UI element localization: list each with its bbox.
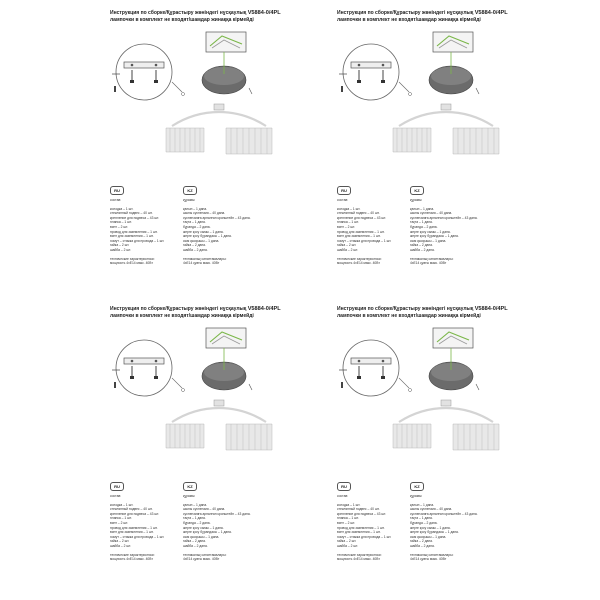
- spec-item: планка – 1 шт.: [110, 516, 132, 521]
- spec-item: тақта – 1 дана.: [410, 220, 433, 225]
- spec-heading: құрамы:: [183, 494, 196, 498]
- spec-item: винт для заземления – 1 шт.: [110, 234, 154, 239]
- spec-item: суспензияға арналған кронштейн – 43 дана.: [410, 215, 478, 220]
- tech-heading: техникалық сипаттамалары:: [410, 552, 454, 557]
- spec-list-kz: [410, 494, 495, 562]
- panel-subtitle: лампочки в комплект не входят/шамдар жинаққа кірмейді: [110, 17, 254, 23]
- spec-item: планка – 1 шт.: [337, 516, 359, 521]
- spec-item: гайка – 2 шт.: [110, 243, 130, 248]
- spec-item: қалып – 1 дана.: [410, 502, 435, 507]
- spec-item: жерге қосу сымы – 1 дана.: [410, 229, 451, 234]
- spec-heading: состав:: [337, 494, 349, 498]
- spec-heading: состав:: [110, 198, 122, 202]
- spec-item: шайба – 2 шт.: [337, 247, 359, 252]
- spec-item: шайба – 2 шт.: [337, 543, 359, 548]
- spec-item: гайка – 2 дана.: [410, 539, 433, 544]
- spec-heading: құрамы:: [410, 494, 423, 498]
- model-number: V5884-0/4PL: [247, 306, 281, 312]
- wiring-canopy-diagram: [421, 324, 483, 396]
- spec-item: суспензияға арналған кронштейн – 43 дана.: [410, 511, 478, 516]
- spec-item: жерге қосу сымы – 1 дана.: [410, 525, 451, 530]
- spec-item: винт – 2 шт.: [337, 520, 356, 525]
- spec-heading: состав:: [337, 198, 349, 202]
- spec-item: жерге қосу бұрандасы – 1 дана.: [410, 234, 459, 239]
- spec-item: жерге қосу бұрандасы – 1 дана.: [410, 530, 459, 535]
- spec-item: сым қысқышы – 1 дана.: [183, 238, 220, 243]
- language-badge-kz: KZ: [183, 186, 197, 195]
- spec-item: хомут – стяжка для провода – 1 шт.: [337, 238, 392, 243]
- spec-item: винт для заземления – 1 шт.: [110, 530, 154, 535]
- spec-list-kz: [183, 494, 268, 562]
- spec-item: шыны суспензия – 40 дана.: [410, 211, 453, 216]
- spec-item: колодка – 1 шт.: [337, 206, 361, 211]
- spec-item: шайба – 2 дана.: [410, 543, 435, 548]
- spec-item: провод для заземления – 1 шт.: [110, 229, 158, 234]
- language-badge-kz: KZ: [410, 186, 424, 195]
- panel-subtitle: лампочки в комплект не входят/шамдар жинаққа кірмейді: [110, 313, 254, 319]
- spec-item: винт для заземления – 1 шт.: [337, 530, 381, 535]
- spec-item: бұранда – 2 дана.: [183, 520, 211, 525]
- spec-item: хомут – стяжка для провода – 1 шт.: [337, 534, 392, 539]
- panel-subtitle: лампочки в комплект не входят/шамдар жинаққа кірмейді: [337, 313, 481, 319]
- spec-item: винт – 2 шт.: [337, 224, 356, 229]
- tech-heading: техникалық сипаттамалары:: [183, 552, 227, 557]
- spec-item: сым қысқышы – 1 дана.: [183, 534, 220, 539]
- tech-value: 4xE14 қуаты макс. 40Вт: [410, 557, 447, 562]
- tech-heading: технические характеристики:: [110, 256, 155, 261]
- spec-item: қалып – 1 дана.: [183, 206, 208, 211]
- wiring-canopy-diagram: [194, 324, 256, 396]
- spec-item: жерге қосу бұрандасы – 1 дана.: [183, 234, 232, 239]
- spec-item: шайба – 2 дана.: [410, 247, 435, 252]
- spec-item: жерге қосу сымы – 1 дана.: [183, 229, 224, 234]
- language-badge-ru: RU: [110, 186, 124, 195]
- spec-item: суспензияға арналған кронштейн – 43 дана.: [183, 511, 251, 516]
- spec-list-ru: [110, 198, 190, 266]
- spec-item: суспензияға арналған кронштейн – 43 дана.: [183, 215, 251, 220]
- tech-heading: технические характеристики:: [337, 256, 382, 261]
- spec-item: гайка – 2 дана.: [183, 539, 206, 544]
- language-badge-ru: RU: [110, 482, 124, 491]
- tech-heading: технические характеристики:: [337, 552, 382, 557]
- instruction-panel: [315, 306, 565, 576]
- spec-item: бұранда – 2 дана.: [183, 224, 211, 229]
- spec-item: провод для заземления – 1 шт.: [337, 525, 385, 530]
- spec-item: колодка – 1 шт.: [110, 206, 134, 211]
- spec-heading: құрамы:: [183, 198, 196, 202]
- tech-value: 4xE14 қуаты макс. 40Вт: [183, 557, 220, 562]
- spec-item: провод для заземления – 1 шт.: [337, 229, 385, 234]
- language-badge-ru: RU: [337, 186, 351, 195]
- panel-title: Инструкция по сборке/Құрастыру жөніндегі нұсқаулық V5884-0/4PL: [110, 10, 281, 16]
- chandelier-illustration: [164, 398, 274, 463]
- language-badge-ru: RU: [337, 482, 351, 491]
- spec-list-ru: [110, 494, 190, 562]
- spec-item: сым қысқышы – 1 дана.: [410, 534, 447, 539]
- spec-item: шыны суспензия – 40 дана.: [183, 211, 226, 216]
- spec-item: бұранда – 2 дана.: [410, 224, 438, 229]
- wiring-canopy-diagram: [421, 28, 483, 100]
- tech-heading: техникалық сипаттамалары:: [410, 256, 454, 261]
- spec-item: шайба – 2 дана.: [183, 543, 208, 548]
- panel-subtitle: лампочки в комплект не входят/шамдар жинаққа кірмейді: [337, 17, 481, 23]
- language-badge-kz: KZ: [410, 482, 424, 491]
- spec-item: тақта – 1 дана.: [410, 516, 433, 521]
- tech-heading: технические характеристики:: [110, 552, 155, 557]
- spec-item: крепление для подвеса – 43 шт.: [337, 511, 387, 516]
- spec-item: жерге қосу бұрандасы – 1 дана.: [183, 530, 232, 535]
- spec-list-ru: [337, 198, 417, 266]
- spec-item: провод для заземления – 1 шт.: [110, 525, 158, 530]
- spec-item: планка – 1 шт.: [337, 220, 359, 225]
- spec-item: шайба – 2 дана.: [183, 247, 208, 252]
- spec-item: шайба – 2 шт.: [110, 247, 132, 252]
- spec-item: гайка – 2 шт.: [337, 243, 357, 248]
- spec-item: винт – 2 шт.: [110, 520, 129, 525]
- spec-item: винт – 2 шт.: [110, 224, 129, 229]
- spec-item: бұранда – 2 дана.: [410, 520, 438, 525]
- chandelier-illustration: [391, 102, 501, 167]
- model-number: V5884-0/4PL: [474, 306, 508, 312]
- instruction-panel: [88, 10, 338, 280]
- spec-item: гайка – 2 дана.: [410, 243, 433, 248]
- spec-item: крепление для подвеса – 43 шт.: [110, 511, 160, 516]
- spec-list-kz: [410, 198, 495, 266]
- spec-item: қалып – 1 дана.: [410, 206, 435, 211]
- panel-title: Инструкция по сборке/Құрастыру жөніндегі нұсқаулық V5884-0/4PL: [337, 306, 508, 312]
- tech-value: мощность 4xE14 макс. 40Вт: [337, 557, 380, 562]
- spec-item: шайба – 2 шт.: [110, 543, 132, 548]
- tech-heading: техникалық сипаттамалары:: [183, 256, 227, 261]
- spec-heading: состав:: [110, 494, 122, 498]
- spec-item: сым қысқышы – 1 дана.: [410, 238, 447, 243]
- spec-item: жерге қосу сымы – 1 дана.: [183, 525, 224, 530]
- spec-item: стеклянный подвес – 40 шт.: [337, 507, 380, 512]
- spec-item: гайка – 2 шт.: [337, 539, 357, 544]
- spec-item: стеклянный подвес – 40 шт.: [110, 211, 153, 216]
- wiring-canopy-diagram: [194, 28, 256, 100]
- chandelier-illustration: [391, 398, 501, 463]
- spec-item: шыны суспензия – 40 дана.: [183, 507, 226, 512]
- spec-heading: құрамы:: [410, 198, 423, 202]
- spec-item: тақта – 1 дана.: [183, 516, 206, 521]
- language-badge-kz: KZ: [183, 482, 197, 491]
- spec-item: шыны суспензия – 40 дана.: [410, 507, 453, 512]
- spec-item: гайка – 2 шт.: [110, 539, 130, 544]
- spec-item: винт для заземления – 1 шт.: [337, 234, 381, 239]
- spec-item: гайка – 2 дана.: [183, 243, 206, 248]
- spec-item: крепление для подвеса – 43 шт.: [337, 215, 387, 220]
- model-number: V5884-0/4PL: [474, 10, 508, 16]
- spec-list-kz: [183, 198, 268, 266]
- spec-item: планка – 1 шт.: [110, 220, 132, 225]
- spec-item: қалып – 1 дана.: [183, 502, 208, 507]
- spec-item: хомут – стяжка для провода – 1 шт.: [110, 534, 165, 539]
- instruction-panel: [315, 10, 565, 280]
- tech-value: мощность 4xE14 макс. 40Вт: [337, 261, 380, 266]
- spec-list-ru: [337, 494, 417, 562]
- spec-item: колодка – 1 шт.: [110, 502, 134, 507]
- tech-value: мощность 4xE14 макс. 40Вт: [110, 557, 153, 562]
- tech-value: 4xE14 қуаты макс. 40Вт: [410, 261, 447, 266]
- spec-item: стеклянный подвес – 40 шт.: [110, 507, 153, 512]
- instruction-panel: [88, 306, 338, 576]
- spec-item: хомут – стяжка для провода – 1 шт.: [110, 238, 165, 243]
- panel-title: Инструкция по сборке/Құрастыру жөніндегі нұсқаулық V5884-0/4PL: [337, 10, 508, 16]
- spec-item: стеклянный подвес – 40 шт.: [337, 211, 380, 216]
- panel-title: Инструкция по сборке/Құрастыру жөніндегі нұсқаулық V5884-0/4PL: [110, 306, 281, 312]
- spec-item: колодка – 1 шт.: [337, 502, 361, 507]
- tech-value: 4xE14 қуаты макс. 40Вт: [183, 261, 220, 266]
- spec-item: тақта – 1 дана.: [183, 220, 206, 225]
- tech-value: мощность 4xE14 макс. 40Вт: [110, 261, 153, 266]
- spec-item: крепление для подвеса – 43 шт.: [110, 215, 160, 220]
- chandelier-illustration: [164, 102, 274, 167]
- model-number: V5884-0/4PL: [247, 10, 281, 16]
